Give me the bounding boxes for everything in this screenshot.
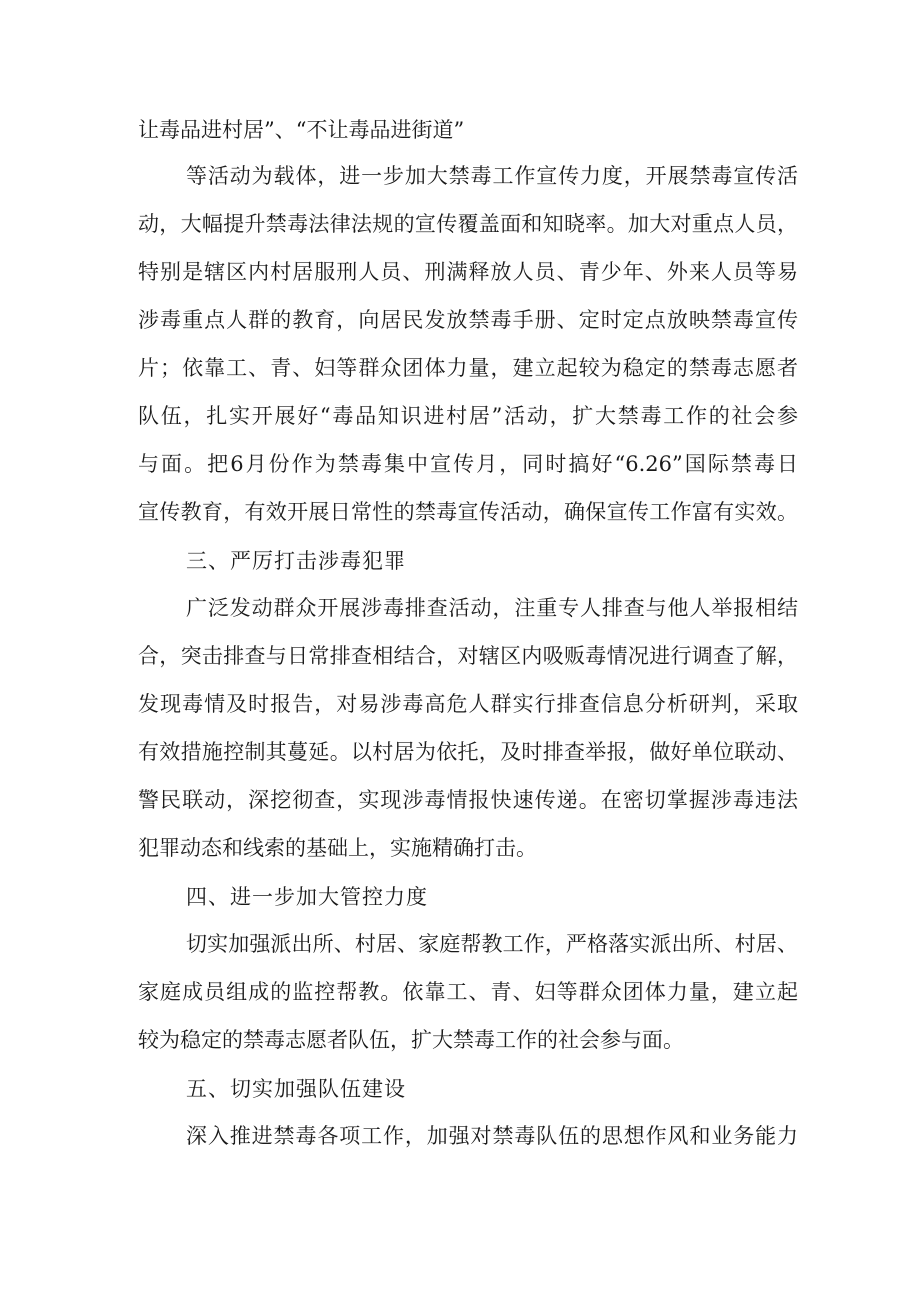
paragraph-line: 涉毒重点人群的教育，向居民发放禁毒手册、定时定点放映禁毒宣传 <box>138 308 798 332</box>
section-heading: 三、严厉打击涉毒犯罪 <box>186 549 406 573</box>
paragraph-line: 片；依靠工、青、妇等群众团体力量，建立起较为稳定的禁毒志愿者 <box>138 356 798 380</box>
paragraph-line: 警民联动，深挖彻查，实现涉毒情报快速传递。在密切掌握涉毒违法 <box>138 788 798 812</box>
paragraph-line: 让毒品进村居”、“不让毒品进街道” <box>138 118 465 142</box>
paragraph-line: 特别是辖区内村居服刑人员、刑满释放人员、青少年、外来人员等易 <box>138 260 798 284</box>
paragraph-line: 动，大幅提升禁毒法律法规的宣传覆盖面和知晓率。加大对重点人员， <box>138 212 798 236</box>
section-heading: 五、切实加强队伍建设 <box>186 1077 406 1101</box>
paragraph-line: 较为稳定的禁毒志愿者队伍，扩大禁毒工作的社会参与面。 <box>138 1028 684 1052</box>
paragraph-line: 发现毒情及时报告，对易涉毒高危人群实行排查信息分析研判，采取 <box>138 692 798 716</box>
paragraph-line: 深入推进禁毒各项工作，加强对禁毒队伍的思想作风和业务能力 <box>186 1124 798 1148</box>
paragraph-line: 广泛发动群众开展涉毒排查活动，注重专人排查与他人举报相结 <box>186 596 798 620</box>
section-heading: 四、进一步加大管控力度 <box>186 885 428 909</box>
paragraph-line: 队伍，扎实开展好“毒品知识进村居”活动，扩大禁毒工作的社会参 <box>138 404 798 428</box>
paragraph-line: 犯罪动态和线索的基础上，实施精确打击。 <box>138 836 537 860</box>
paragraph-line: 与面。把6月份作为禁毒集中宣传月，同时搞好“6.26”国际禁毒日 <box>138 452 798 476</box>
paragraph-line: 合，突击排查与日常排查相结合，对辖区内吸贩毒情况进行调查了解， <box>138 644 798 668</box>
paragraph-line: 等活动为载体，进一步加大禁毒工作宣传力度，开展禁毒宣传活 <box>186 164 798 188</box>
paragraph-line: 家庭成员组成的监控帮教。依靠工、青、妇等群众团体力量，建立起 <box>138 980 798 1004</box>
paragraph-line: 有效措施控制其蔓延。以村居为依托，及时排查举报，做好单位联动、 <box>138 740 798 764</box>
paragraph-line: 切实加强派出所、村居、家庭帮教工作，严格落实派出所、村居、 <box>186 932 798 956</box>
paragraph-line: 宣传教育，有效开展日常性的禁毒宣传活动，确保宣传工作富有实效。 <box>138 500 798 524</box>
